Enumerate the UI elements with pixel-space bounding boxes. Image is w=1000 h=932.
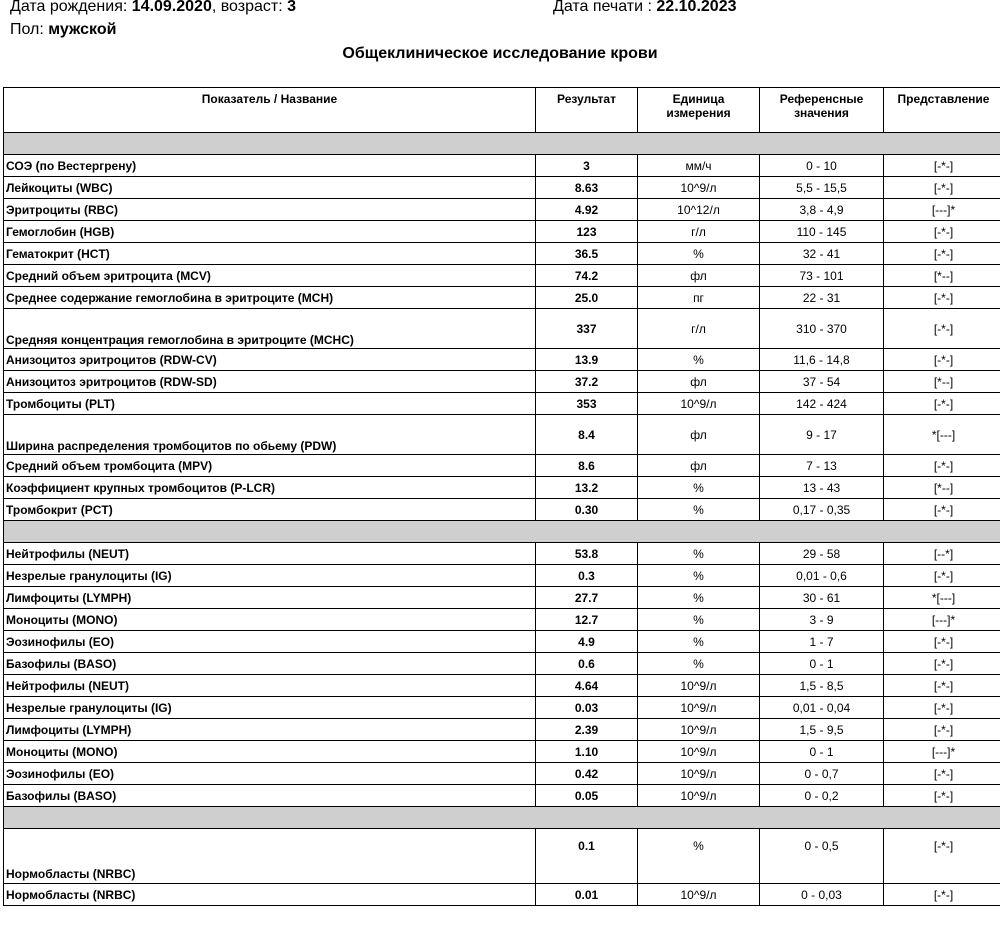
table-row — [4, 309, 1000, 349]
birth-date-label: Дата рождения: — [10, 0, 128, 15]
cell-unit: 10^12/л — [638, 199, 760, 221]
cell-unit: 10^9/л — [638, 884, 760, 906]
cell-ref: 32 - 41 — [760, 243, 884, 265]
birth-date-value: 14.09.2020 — [131, 0, 212, 15]
table-row — [4, 565, 1000, 587]
cell-result: 8.63 — [536, 177, 638, 199]
cell-name: Незрелые гранулоциты (IG) — [4, 565, 536, 587]
sex-value: мужской — [48, 21, 117, 38]
cell-result: 4.92 — [536, 199, 638, 221]
cell-ref: 1,5 - 9,5 — [760, 719, 884, 741]
document-title: Общеклиническое исследование крови — [342, 45, 658, 62]
cell-result: 0.1 — [536, 829, 638, 884]
cell-ref: 5,5 - 15,5 — [760, 177, 884, 199]
cell-ref: 0 - 10 — [760, 155, 884, 177]
cell-view: [-*-] — [884, 565, 1000, 587]
cell-view: *[---] — [884, 587, 1000, 609]
cell-unit: % — [638, 653, 760, 675]
cell-name: Нейтрофилы (NEUT) — [4, 675, 536, 697]
cell-result: 27.7 — [536, 587, 638, 609]
cell-result: 0.42 — [536, 763, 638, 785]
cell-ref: 310 - 370 — [760, 309, 884, 349]
sex-line — [10, 20, 116, 40]
table-row — [4, 415, 1000, 455]
section-separator — [4, 807, 1000, 829]
section-separator-cell — [4, 521, 1000, 543]
cell-unit: г/л — [638, 221, 760, 243]
sex-label: Пол: — [10, 21, 44, 38]
cell-unit: 10^9/л — [638, 675, 760, 697]
table-row — [4, 609, 1000, 631]
cell-result: 0.03 — [536, 697, 638, 719]
print-date-value: 22.10.2023 — [656, 0, 737, 15]
cell-result: 337 — [536, 309, 638, 349]
cell-unit: мм/ч — [638, 155, 760, 177]
cell-unit: фл — [638, 455, 760, 477]
section-separator-cell — [4, 133, 1000, 155]
cell-result: 2.39 — [536, 719, 638, 741]
cell-name: Нормобласты (NRBC) — [4, 829, 536, 884]
cell-view: [---]* — [884, 741, 1000, 763]
cell-name: Базофилы (BASO) — [4, 785, 536, 807]
cell-result: 4.64 — [536, 675, 638, 697]
cell-ref: 0,01 - 0,04 — [760, 697, 884, 719]
cell-view: [-*-] — [884, 785, 1000, 807]
cell-ref: 1,5 - 8,5 — [760, 675, 884, 697]
cell-ref: 1 - 7 — [760, 631, 884, 653]
cell-view: [-*-] — [884, 675, 1000, 697]
cell-ref: 29 - 58 — [760, 543, 884, 565]
cell-unit: 10^9/л — [638, 741, 760, 763]
cell-result: 36.5 — [536, 243, 638, 265]
cell-unit: г/л — [638, 309, 760, 349]
cell-ref: 142 - 424 — [760, 393, 884, 415]
cell-unit: фл — [638, 371, 760, 393]
section-separator-cell — [4, 807, 1000, 829]
cell-ref: 9 - 17 — [760, 415, 884, 455]
cell-name: Средний объем эритроцита (MCV) — [4, 265, 536, 287]
cell-name: Моноциты (MONO) — [4, 741, 536, 763]
cell-unit: % — [638, 477, 760, 499]
cell-ref: 73 - 101 — [760, 265, 884, 287]
cell-unit: фл — [638, 265, 760, 287]
table-row — [4, 741, 1000, 763]
cell-ref: 30 - 61 — [760, 587, 884, 609]
cell-view: [-*-] — [884, 829, 1000, 884]
age-value: 3 — [287, 0, 297, 15]
cell-name: СОЭ (по Вестергрену) — [4, 155, 536, 177]
cell-result: 1.10 — [536, 741, 638, 763]
cell-unit: % — [638, 243, 760, 265]
cell-view: [-*-] — [884, 221, 1000, 243]
cell-view: [-*-] — [884, 393, 1000, 415]
cell-result: 0.01 — [536, 884, 638, 906]
birth-date-line — [10, 0, 296, 17]
cell-name: Среднее содержание гемоглобина в эритроците (MCH) — [4, 287, 536, 309]
cell-name: Базофилы (BASO) — [4, 653, 536, 675]
cell-view: [-*-] — [884, 349, 1000, 371]
cell-view: [*--] — [884, 477, 1000, 499]
cell-name: Гематокрит (HCT) — [4, 243, 536, 265]
cell-ref: 11,6 - 14,8 — [760, 349, 884, 371]
table-row — [4, 763, 1000, 785]
cell-unit: % — [638, 631, 760, 653]
table-row — [4, 477, 1000, 499]
cell-view: [---]* — [884, 609, 1000, 631]
cell-name: Нейтрофилы (NEUT) — [4, 543, 536, 565]
col-header-result: Результат — [536, 88, 638, 133]
cell-ref: 3,8 - 4,9 — [760, 199, 884, 221]
table-row — [4, 587, 1000, 609]
cell-result: 37.2 — [536, 371, 638, 393]
cell-unit: 10^9/л — [638, 719, 760, 741]
table-row — [4, 371, 1000, 393]
cell-name: Тромбокрит (PCT) — [4, 499, 536, 521]
cell-view: [-*-] — [884, 884, 1000, 906]
cell-result: 12.7 — [536, 609, 638, 631]
cell-name: Моноциты (MONO) — [4, 609, 536, 631]
cell-view: [*--] — [884, 371, 1000, 393]
cell-result: 74.2 — [536, 265, 638, 287]
table-row — [4, 785, 1000, 807]
table-row — [4, 719, 1000, 741]
cell-view: [-*-] — [884, 309, 1000, 349]
cell-result: 0.6 — [536, 653, 638, 675]
table-row — [4, 243, 1000, 265]
cell-unit: % — [638, 349, 760, 371]
col-header-unit: Единица измерения — [638, 88, 760, 133]
cell-ref: 0 - 0,7 — [760, 763, 884, 785]
cell-view: [-*-] — [884, 155, 1000, 177]
cell-result: 8.4 — [536, 415, 638, 455]
cell-view: [-*-] — [884, 499, 1000, 521]
results-table — [3, 87, 1000, 906]
cell-name: Незрелые гранулоциты (IG) — [4, 697, 536, 719]
cell-name: Ширина распределения тромбоцитов по обьему (PDW) — [4, 415, 536, 455]
cell-result: 0.3 — [536, 565, 638, 587]
cell-result: 3 — [536, 155, 638, 177]
age-label: , возраст: — [211, 0, 283, 15]
table-row — [4, 349, 1000, 371]
print-date-line — [553, 0, 736, 17]
table-row — [4, 287, 1000, 309]
cell-result: 8.6 — [536, 455, 638, 477]
table-row — [4, 265, 1000, 287]
cell-unit: 10^9/л — [638, 393, 760, 415]
cell-view: [-*-] — [884, 719, 1000, 741]
cell-result: 353 — [536, 393, 638, 415]
table-row — [4, 675, 1000, 697]
cell-unit: % — [638, 565, 760, 587]
cell-view: [--*] — [884, 543, 1000, 565]
cell-result: 123 — [536, 221, 638, 243]
cell-name: Лимфоциты (LYMPH) — [4, 719, 536, 741]
table-header-row — [4, 88, 1000, 133]
cell-ref: 0,01 - 0,6 — [760, 565, 884, 587]
table-row — [4, 393, 1000, 415]
cell-view: [-*-] — [884, 287, 1000, 309]
cell-unit: % — [638, 609, 760, 631]
cell-name: Гемоглобин (HGB) — [4, 221, 536, 243]
cell-result: 0.30 — [536, 499, 638, 521]
cell-unit: % — [638, 587, 760, 609]
table-row — [4, 455, 1000, 477]
cell-result: 0.05 — [536, 785, 638, 807]
cell-unit: 10^9/л — [638, 177, 760, 199]
cell-result: 13.2 — [536, 477, 638, 499]
cell-result: 13.9 — [536, 349, 638, 371]
cell-view: *[---] — [884, 415, 1000, 455]
cell-unit: % — [638, 829, 760, 884]
cell-view: [-*-] — [884, 653, 1000, 675]
cell-ref: 110 - 145 — [760, 221, 884, 243]
cell-view: [-*-] — [884, 631, 1000, 653]
cell-ref: 37 - 54 — [760, 371, 884, 393]
cell-view: [-*-] — [884, 697, 1000, 719]
cell-unit: % — [638, 499, 760, 521]
cell-result: 4.9 — [536, 631, 638, 653]
cell-name: Лимфоциты (LYMPH) — [4, 587, 536, 609]
cell-name: Тромбоциты (PLT) — [4, 393, 536, 415]
cell-ref: 0 - 1 — [760, 741, 884, 763]
cell-ref: 0,17 - 0,35 — [760, 499, 884, 521]
cell-ref: 13 - 43 — [760, 477, 884, 499]
cell-ref: 0 - 0,03 — [760, 884, 884, 906]
cell-name: Коэффициент крупных тромбоцитов (P-LCR) — [4, 477, 536, 499]
col-header-ref: Референсные значения — [760, 88, 884, 133]
table-row — [4, 884, 1000, 906]
cell-view: [-*-] — [884, 455, 1000, 477]
cell-unit: 10^9/л — [638, 785, 760, 807]
print-date-label: Дата печати : — [553, 0, 652, 15]
cell-name: Анизоцитоз эритроцитов (RDW-SD) — [4, 371, 536, 393]
cell-name: Эозинофилы (EO) — [4, 763, 536, 785]
cell-ref: 0 - 0,5 — [760, 829, 884, 884]
cell-unit: 10^9/л — [638, 763, 760, 785]
cell-name: Средний объем тромбоцита (MPV) — [4, 455, 536, 477]
cell-name: Нормобласты (NRBC) — [4, 884, 536, 906]
table-row — [4, 177, 1000, 199]
table-row — [4, 543, 1000, 565]
table-row — [4, 155, 1000, 177]
cell-view: [-*-] — [884, 243, 1000, 265]
cell-unit: фл — [638, 415, 760, 455]
cell-ref: 0 - 0,2 — [760, 785, 884, 807]
cell-view: [-*-] — [884, 763, 1000, 785]
section-separator — [4, 521, 1000, 543]
table-row — [4, 199, 1000, 221]
table-row — [4, 829, 1000, 884]
cell-view: [---]* — [884, 199, 1000, 221]
table-row — [4, 697, 1000, 719]
section-separator — [4, 133, 1000, 155]
cell-ref: 0 - 1 — [760, 653, 884, 675]
cell-name: Эритроциты (RBC) — [4, 199, 536, 221]
cell-name: Анизоцитоз эритроцитов (RDW-CV) — [4, 349, 536, 371]
cell-result: 25.0 — [536, 287, 638, 309]
table-row — [4, 631, 1000, 653]
cell-result: 53.8 — [536, 543, 638, 565]
table-row — [4, 653, 1000, 675]
cell-ref: 7 - 13 — [760, 455, 884, 477]
cell-ref: 22 - 31 — [760, 287, 884, 309]
col-header-view: Представление — [884, 88, 1000, 133]
table-row — [4, 221, 1000, 243]
cell-unit: 10^9/л — [638, 697, 760, 719]
cell-ref: 3 - 9 — [760, 609, 884, 631]
cell-name: Средняя концентрация гемоглобина в эритроците (MCHC) — [4, 309, 536, 349]
cell-name: Эозинофилы (EO) — [4, 631, 536, 653]
cell-unit: % — [638, 543, 760, 565]
table-row — [4, 499, 1000, 521]
cell-name: Лейкоциты (WBC) — [4, 177, 536, 199]
col-header-name: Показатель / Название — [4, 88, 536, 133]
cell-view: [-*-] — [884, 177, 1000, 199]
cell-view: [*--] — [884, 265, 1000, 287]
cell-unit: пг — [638, 287, 760, 309]
